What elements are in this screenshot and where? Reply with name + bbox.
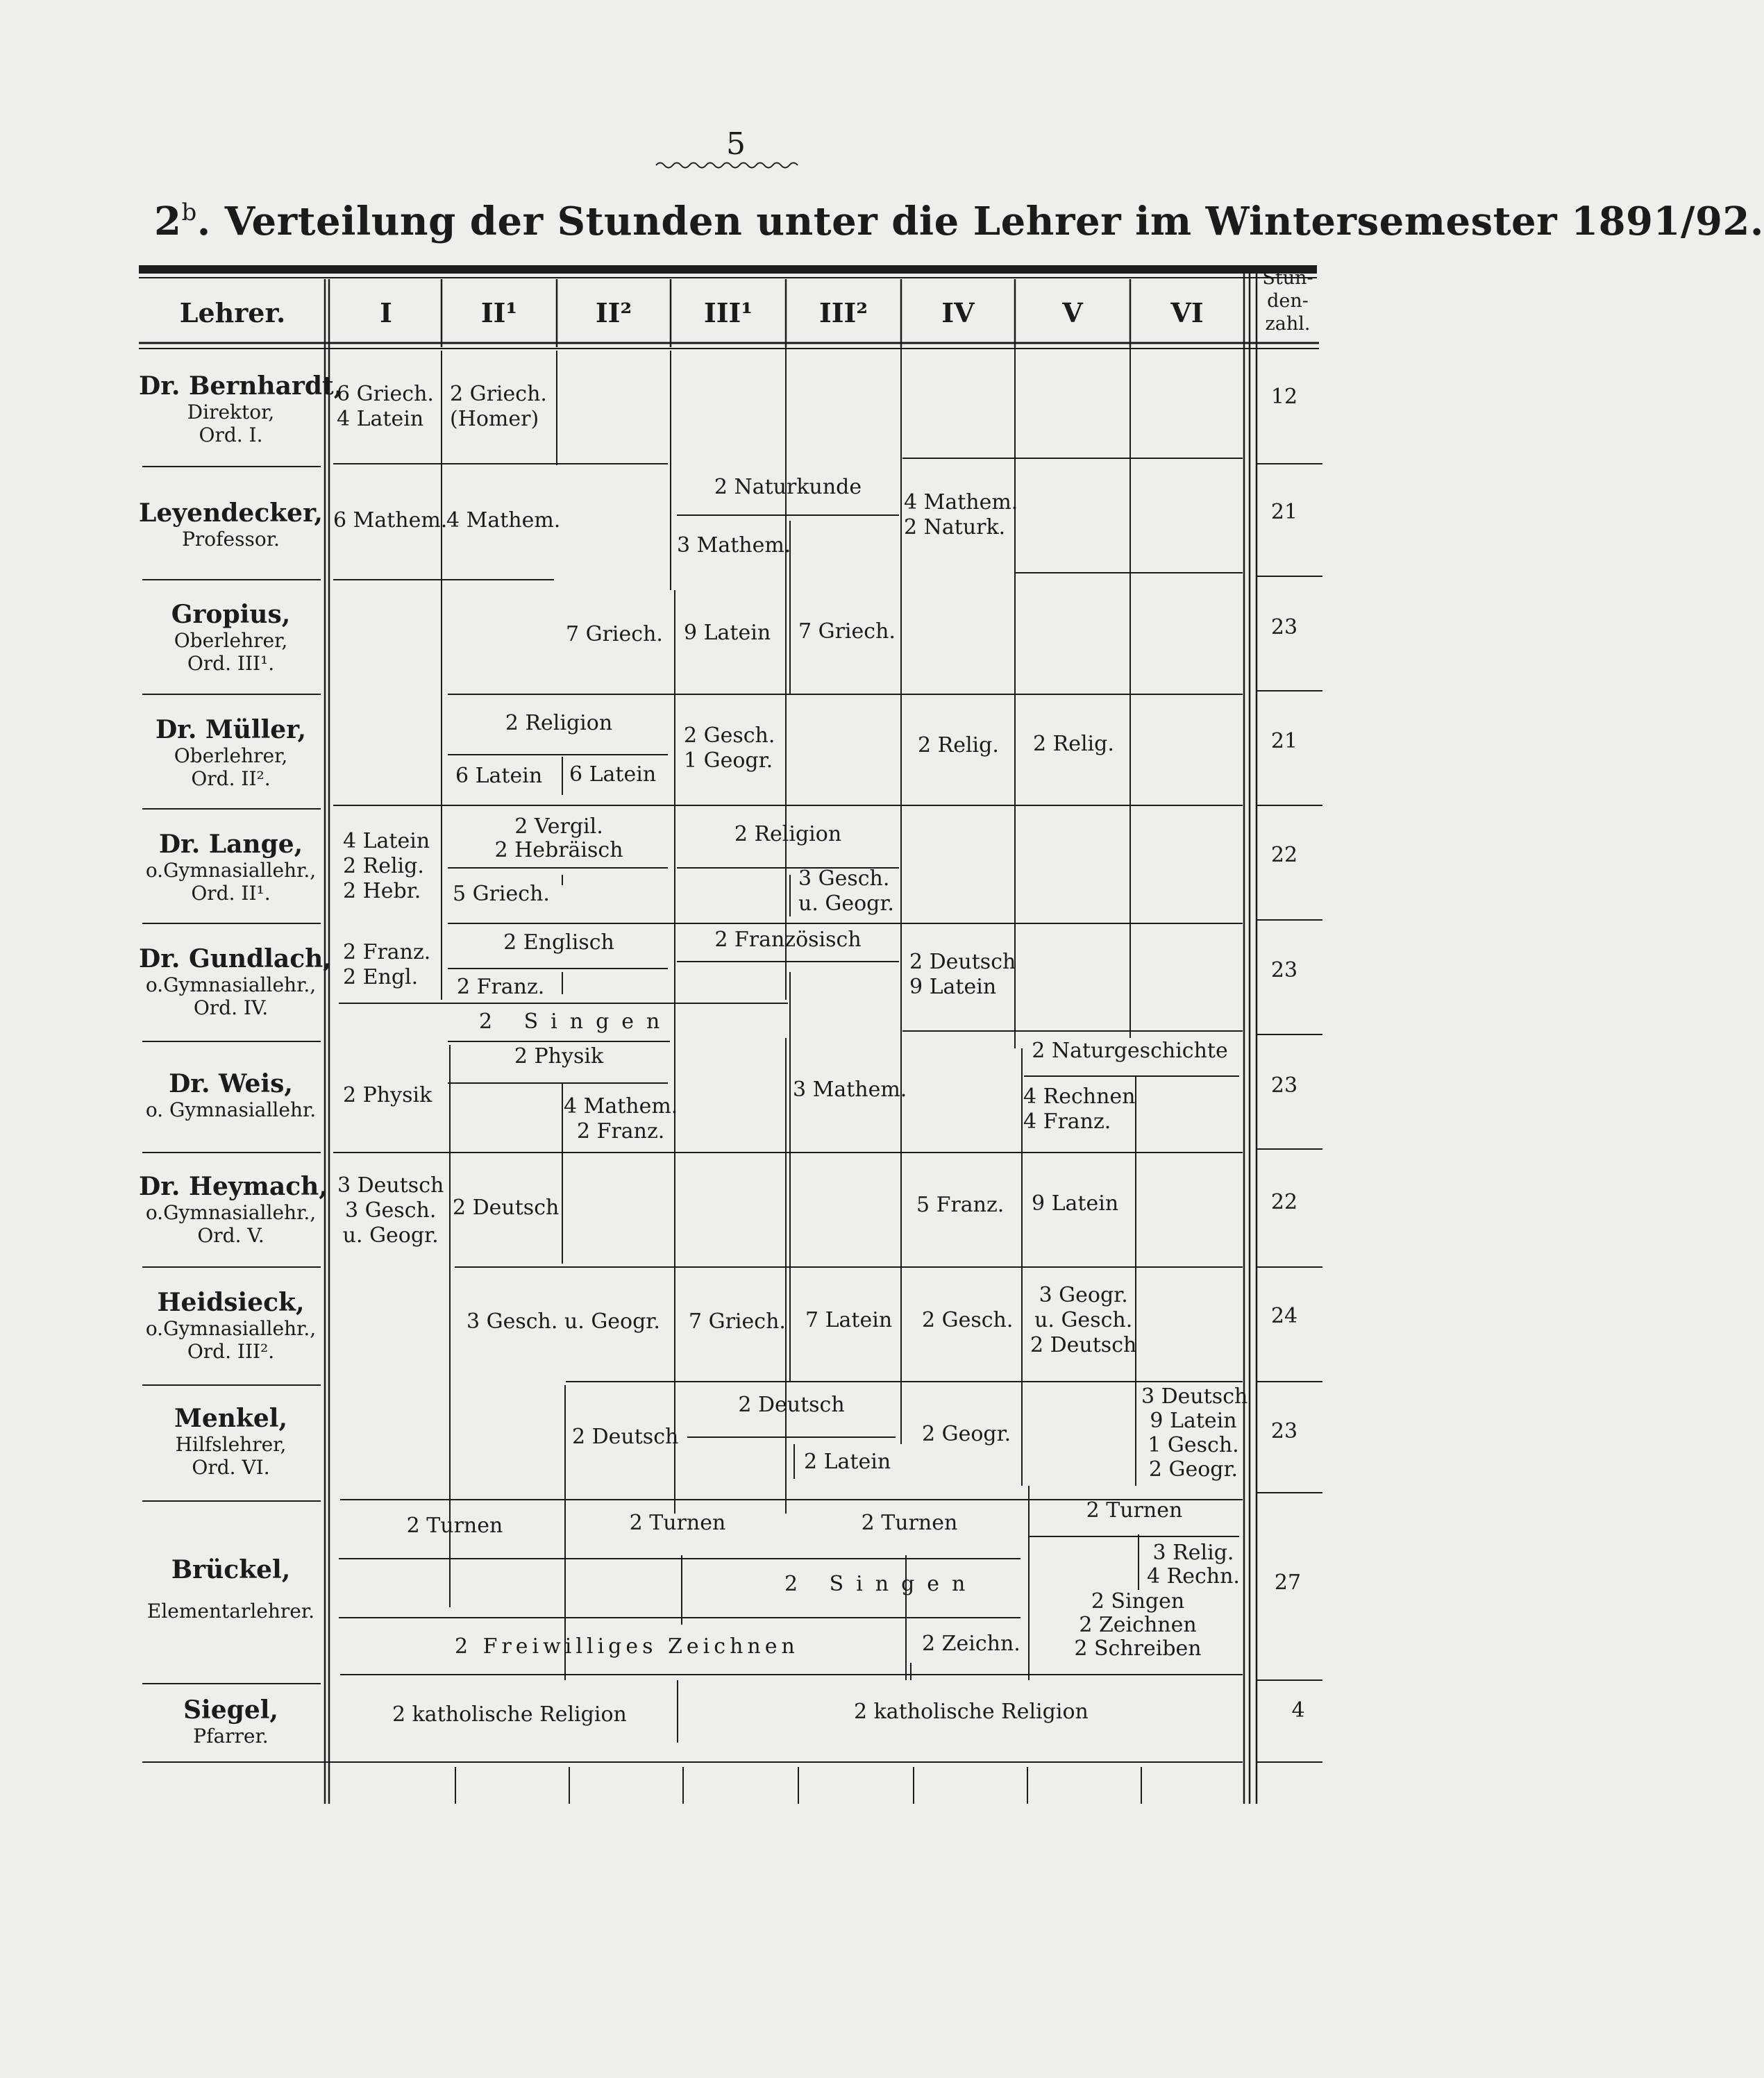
teacher-gundlach xyxy=(139,944,332,1019)
header-class-IV: IV xyxy=(941,297,975,328)
cell-line: 3 Gesch. xyxy=(344,1198,437,1223)
total-hours: 22 xyxy=(1270,1190,1298,1214)
cell xyxy=(909,950,1016,1000)
total-hours: 27 xyxy=(1274,1570,1302,1595)
cell-span xyxy=(451,815,666,862)
cell-line: 6 Griech. xyxy=(337,382,434,406)
teacher-name: Dr. Gundlach, xyxy=(139,944,332,973)
title-prefix: 2 xyxy=(154,199,182,244)
cell: 5 Franz. xyxy=(916,1193,1005,1217)
cell-span: 2 Naturgeschichte xyxy=(1032,1039,1228,1063)
cell-span: 2 Religion xyxy=(505,711,613,735)
cell-span: 2 Turnen xyxy=(1086,1498,1183,1523)
teacher-ordinarius: Ord. VI. xyxy=(192,1456,270,1479)
teacher-name: Gropius, xyxy=(171,600,291,629)
teacher-role: Elementarlehrer. xyxy=(146,1600,315,1623)
cell: 2 Physik xyxy=(343,1083,432,1107)
cell-line: 3 Deutsch xyxy=(337,1173,444,1198)
cell-line: 3 Gesch. xyxy=(798,866,890,891)
cell xyxy=(1141,1541,1245,1589)
cell: 2 Relig. xyxy=(1033,732,1114,756)
teacher-name: Dr. Weis, xyxy=(169,1069,293,1098)
page-number: 5 xyxy=(726,126,746,162)
cell xyxy=(337,382,434,432)
cell xyxy=(904,490,1018,540)
cell-line: 2 Griech. xyxy=(450,382,547,406)
cell-line: 2 Relig. xyxy=(343,854,424,878)
teacher-role: Direktor, xyxy=(187,401,275,424)
total-hours: 21 xyxy=(1270,500,1298,524)
teacher-role: Oberlehrer, xyxy=(174,629,288,652)
total-hours: 23 xyxy=(1270,1419,1298,1443)
cell-line: 1 Geogr. xyxy=(684,748,773,773)
cell-line: 2 Vergil. xyxy=(514,814,603,839)
teacher-role: o.Gymnasiallehr., xyxy=(145,973,317,996)
teacher-weis xyxy=(139,1069,323,1121)
cell-line: 4 Latein xyxy=(337,407,424,431)
cell xyxy=(343,829,430,904)
cell: 2 Deutsch xyxy=(572,1425,679,1449)
cell: 2 Franz. xyxy=(457,975,545,999)
cell: 7 Griech. xyxy=(689,1309,786,1334)
cell xyxy=(684,723,775,773)
header-class-II1: II¹ xyxy=(480,297,518,328)
cell: 2 Gesch. xyxy=(922,1308,1014,1332)
cell-span: 2 Turnen xyxy=(406,1514,503,1538)
cell-line: 3 Relig. xyxy=(1152,1541,1234,1565)
cell-line: 2 Deutsch xyxy=(1030,1333,1137,1357)
header-teacher: Lehrer. xyxy=(179,297,286,328)
header-total-line: zahl. xyxy=(1265,313,1311,335)
cell-span: 2 Physik xyxy=(514,1044,604,1069)
teacher-heymach xyxy=(139,1172,328,1247)
teacher-mueller xyxy=(139,715,323,790)
cell-line: 2 Schreiben xyxy=(1074,1636,1202,1661)
cell-line: 3 Deutsch xyxy=(1141,1384,1248,1409)
total-hours: 12 xyxy=(1270,385,1298,409)
cell: 2 Latein xyxy=(804,1450,891,1474)
total-hours: 21 xyxy=(1270,729,1298,753)
teacher-ordinarius: Ord. II¹. xyxy=(191,882,271,905)
cell-line: u. Geogr. xyxy=(798,891,894,916)
cell-line: 2 Gesch. xyxy=(684,723,775,748)
teacher-ordinarius: Ord. IV. xyxy=(193,996,269,1019)
header-total-line: Stun- xyxy=(1262,267,1313,289)
teacher-role: Pfarrer. xyxy=(193,1725,269,1748)
teacher-name: Dr. Lange, xyxy=(158,830,303,859)
header-class-I: I xyxy=(380,297,392,328)
cell: 2 Relig. xyxy=(918,733,999,757)
cell-line: 2 Deutsch xyxy=(909,950,1016,974)
teacher-role: Professor. xyxy=(182,528,280,551)
cell-line: u. Gesch. xyxy=(1034,1308,1133,1332)
cell xyxy=(564,1094,678,1144)
cell xyxy=(798,866,894,916)
teacher-heidsieck xyxy=(139,1288,323,1363)
teacher-name: Menkel, xyxy=(174,1404,287,1433)
cell-line: 2 Geogr. xyxy=(1148,1457,1238,1482)
teacher-name: Siegel, xyxy=(183,1695,278,1725)
cell: 6 Latein xyxy=(455,764,543,788)
cell-span: 2 Französisch xyxy=(714,928,862,952)
teacher-name: Dr. Heymach, xyxy=(139,1172,328,1201)
cell-span: 2 Singen xyxy=(479,1009,673,1034)
cell-span: 2 katholische Religion xyxy=(392,1702,627,1727)
total-hours: 22 xyxy=(1270,843,1298,867)
cell-line: 4 Rechnen xyxy=(1023,1084,1136,1109)
cell: 2 Zeichn. xyxy=(922,1632,1020,1656)
teacher-ordinarius: Ord. III¹. xyxy=(187,652,275,675)
cell: 7 Griech. xyxy=(798,619,896,644)
cell-span: 2 Englisch xyxy=(503,930,614,955)
total-hours: 23 xyxy=(1270,615,1298,639)
cell-line: 2 Singen xyxy=(1091,1589,1185,1614)
header-class-II2: II² xyxy=(595,297,632,328)
cell-line: (Homer) xyxy=(450,407,539,431)
cell-span: 3 Gesch. u. Geogr. xyxy=(467,1309,660,1334)
cell-line: 2 Franz. xyxy=(343,940,431,964)
teacher-ordinarius: Ord. I. xyxy=(199,424,263,446)
teacher-bernhardt xyxy=(139,371,343,446)
teacher-role: o.Gymnasiallehr., xyxy=(145,1317,317,1340)
cell: 3 Mathem. xyxy=(677,533,791,558)
teacher-role: Oberlehrer, xyxy=(174,744,288,767)
teacher-name: Heidsieck, xyxy=(157,1288,305,1317)
cell: 2 Geogr. xyxy=(922,1422,1011,1446)
cell-line: 1 Gesch. xyxy=(1148,1433,1239,1457)
cell-line: 2 Hebräisch xyxy=(494,838,623,862)
teacher-leyendecker xyxy=(139,498,323,551)
teacher-menkel xyxy=(139,1404,323,1479)
teacher-ordinarius: Ord. V. xyxy=(197,1224,264,1247)
cell: 4 Mathem. xyxy=(446,508,561,533)
header-class-VI: VI xyxy=(1170,297,1204,328)
cell-line: 4 Rechn. xyxy=(1147,1564,1240,1589)
header-class-V: V xyxy=(1062,297,1083,328)
cell: 7 Griech. xyxy=(566,622,663,646)
cell-line: 3 Geogr. xyxy=(1039,1283,1128,1307)
teacher-brueckel xyxy=(139,1555,323,1623)
cell xyxy=(450,382,547,432)
teacher-gropius xyxy=(139,600,323,675)
cell xyxy=(337,1173,444,1248)
cell-line: 2 Hebr. xyxy=(343,879,421,903)
cell xyxy=(1141,1384,1248,1482)
teacher-role: o. Gymnasiallehr. xyxy=(145,1098,317,1121)
total-hours: 23 xyxy=(1270,1073,1298,1098)
cell-line: 9 Latein xyxy=(1150,1409,1237,1433)
cell-line: 2 Zeichnen xyxy=(1079,1613,1197,1637)
cell-span: 2 katholische Religion xyxy=(854,1700,1089,1724)
cell: 9 Latein xyxy=(684,621,771,645)
teacher-ordinarius: Ord. III². xyxy=(187,1340,275,1363)
cell-span: 2 Turnen xyxy=(629,1511,726,1535)
cell-line: u. Geogr. xyxy=(342,1223,439,1248)
total-hours: 4 xyxy=(1291,1698,1305,1723)
cell-line: 9 Latein xyxy=(909,975,997,999)
cell: 3 Mathem. xyxy=(793,1078,907,1102)
teacher-role: o.Gymnasiallehr., xyxy=(145,859,317,882)
header-class-III2: III² xyxy=(819,297,868,328)
teacher-role: o.Gymnasiallehr., xyxy=(145,1201,317,1224)
cell-span: 2 Singen xyxy=(784,1572,978,1596)
cell-line: 4 Mathem. xyxy=(904,490,1018,514)
cell: 6 Mathem. xyxy=(333,508,448,533)
cell-line: 2 Naturk. xyxy=(904,515,1006,539)
cell-span: 2 Religion xyxy=(734,822,842,846)
cell-line: 4 Mathem. xyxy=(564,1094,678,1118)
cell-span: 2 Deutsch xyxy=(738,1393,845,1417)
cell xyxy=(1023,1084,1135,1134)
cell: 5 Griech. xyxy=(453,882,550,906)
bottom-stubs xyxy=(455,1767,1141,1804)
cell xyxy=(1030,1283,1136,1358)
cell-span: 2 Freiwilliges Zeichnen xyxy=(455,1634,799,1659)
cell-line: 2 Franz. xyxy=(577,1119,665,1143)
cell-line: 2 Engl. xyxy=(343,965,419,989)
cell-span: 2 Turnen xyxy=(861,1511,958,1535)
cell-span: 2 Naturkunde xyxy=(714,475,862,499)
teacher-name: Brückel, xyxy=(171,1555,291,1584)
cell: 6 Latein xyxy=(569,762,657,787)
header-total xyxy=(1253,267,1322,335)
cell xyxy=(1030,1590,1245,1661)
cell-line: 4 Franz. xyxy=(1023,1109,1111,1134)
title-text: . Verteilung der Stunden unter die Lehrer im Wintersemester 1891/92. xyxy=(196,199,1764,244)
teacher-ordinarius: Ord. II². xyxy=(191,767,271,790)
teacher-role: Hilfslehrer, xyxy=(175,1433,287,1456)
cell-line: 4 Latein xyxy=(343,829,430,853)
title-superscript: b xyxy=(181,199,197,226)
teacher-name: Leyendecker, xyxy=(139,498,323,528)
total-hours: 23 xyxy=(1270,958,1298,982)
cell xyxy=(343,940,430,990)
cell: 2 Deutsch xyxy=(453,1196,560,1220)
header-total-line: den- xyxy=(1267,290,1309,312)
header-class-III1: III¹ xyxy=(704,297,753,328)
teacher-name: Dr. Bernhardt, xyxy=(139,371,343,401)
teacher-lange xyxy=(139,830,323,905)
cell: 7 Latein xyxy=(805,1308,893,1332)
cell: 9 Latein xyxy=(1032,1191,1119,1216)
total-hours: 24 xyxy=(1270,1304,1298,1328)
teacher-name: Dr. Müller, xyxy=(155,715,307,744)
teacher-siegel xyxy=(139,1695,323,1748)
